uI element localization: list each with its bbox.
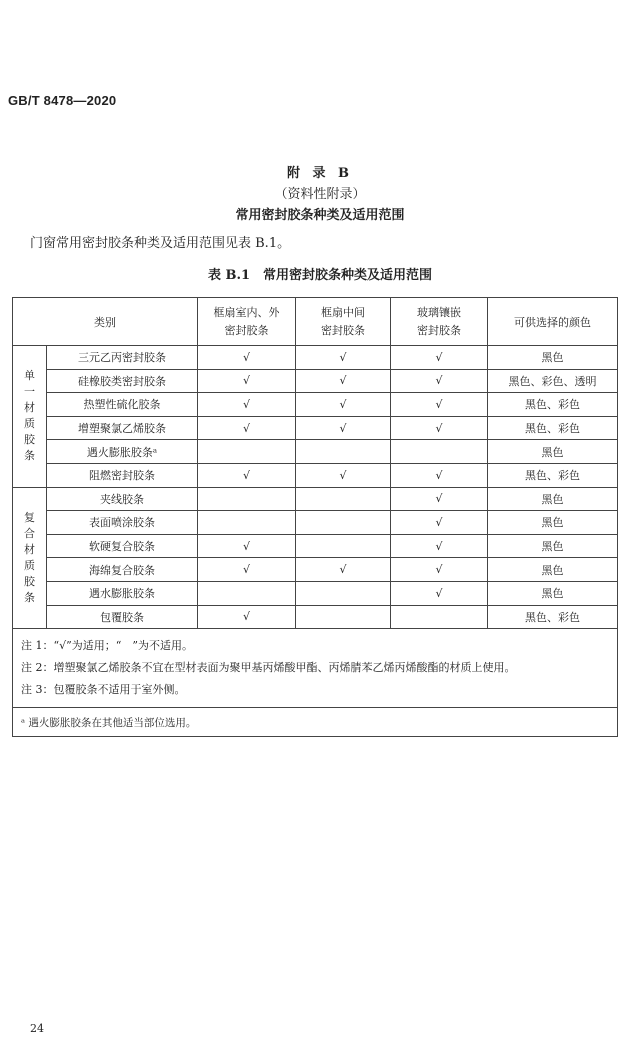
appendix-title: 附 录 B [286,166,354,181]
cell-check: √ [296,369,391,393]
cell-check: √ [296,416,391,440]
cell-check [198,487,296,511]
cell-check: √ [198,369,296,393]
cell-check: √ [296,463,391,487]
group-label-char: 材 [24,542,35,556]
cell-name: 海绵复合胶条 [47,558,198,582]
header-middle-seal [296,298,391,346]
table-notes [13,629,618,708]
cell-check: √ [391,581,488,605]
cell-color: 黑色、彩色 [488,393,618,417]
cell-check [391,440,488,464]
appendix-heading: 常用密封胶条种类及适用范围 [235,208,405,223]
table-notes-row [13,629,618,708]
cell-check: √ [391,534,488,558]
table-row [13,393,618,417]
group-label-char: 合 [24,526,35,540]
table-row [13,346,618,370]
group-label-char: 材 [24,401,35,415]
cell-check [198,581,296,605]
cell-color: 黑色 [488,487,618,511]
table-footnote: ᵃ 遇火膨胀胶条在其他适当部位选用。 [13,708,618,737]
cell-check: √ [391,487,488,511]
cell-color: 黑色 [488,534,618,558]
cell-color: 黑色、彩色 [488,463,618,487]
cell-check [296,605,391,629]
cell-name: 阻燃密封胶条 [47,463,198,487]
cell-color: 黑色、彩色 [488,416,618,440]
cell-check: √ [198,558,296,582]
cell-color: 黑色 [488,511,618,535]
group-label-char: 胶 [24,433,35,447]
cell-color: 黑色 [488,558,618,582]
header-middle-seal-line1: 框扇中间 [321,305,365,319]
note-3: 注 3：包覆胶条不适用于室外侧。 [21,683,186,697]
header-frame-sash-seal [198,298,296,346]
header-middle-seal-line2: 密封胶条 [321,323,365,337]
cell-check [296,581,391,605]
note-1: 注 1：“√”为适用；“ ”为不适用。 [21,639,193,653]
header-colors: 可供选择的颜色 [488,298,618,346]
cell-name: 遇水膨胀胶条 [47,581,198,605]
cell-color: 黑色 [488,346,618,370]
cell-check: √ [198,534,296,558]
cell-name: 硅橡胶类密封胶条 [47,369,198,393]
intro-paragraph: 门窗常用密封胶条种类及适用范围见表 B.1。 [30,236,291,251]
group-label-char: 条 [24,590,35,604]
group-label-char: 单 [24,369,35,383]
group-label-char: 质 [24,417,35,431]
cell-name: 夹线胶条 [47,487,198,511]
header-category: 类别 [13,298,198,346]
table-row [13,581,618,605]
cell-name: 软硬复合胶条 [47,534,198,558]
table-row [13,416,618,440]
cell-check: √ [391,369,488,393]
cell-check: √ [198,605,296,629]
table-row [13,463,618,487]
cell-name: 增塑聚氯乙烯胶条 [47,416,198,440]
cell-check: √ [296,346,391,370]
table-row [13,605,618,629]
table-header-row [13,298,618,346]
table-row [13,369,618,393]
cell-check: √ [391,346,488,370]
cell-name: 三元乙丙密封胶条 [47,346,198,370]
table-row [13,534,618,558]
cell-check: √ [198,416,296,440]
table-footnote-row [13,708,618,737]
table-row [13,511,618,535]
cell-color: 黑色 [488,440,618,464]
cell-check: √ [198,463,296,487]
group-label-char: 条 [24,449,35,463]
cell-check: √ [198,393,296,417]
group-label-char: 一 [24,385,35,399]
group-label-composite-material [13,487,47,629]
cell-name: 遇火膨胀胶条ᵃ [47,440,198,464]
cell-check: √ [391,558,488,582]
standard-number: GB/T 8478—2020 [8,93,117,108]
cell-check [296,534,391,558]
group-label-single-material [13,346,47,488]
cell-check: √ [391,393,488,417]
cell-color: 黑色、彩色 [488,605,618,629]
cell-color: 黑色 [488,581,618,605]
cell-name: 热塑性硫化胶条 [47,393,198,417]
cell-name: 包覆胶条 [47,605,198,629]
cell-check [296,440,391,464]
header-glazing-seal-line2: 密封胶条 [417,323,461,337]
seal-strip-table [12,297,618,737]
cell-check: √ [391,511,488,535]
cell-color: 黑色、彩色、透明 [488,369,618,393]
cell-name: 表面喷涂胶条 [47,511,198,535]
group-label-char: 质 [24,558,35,572]
cell-check: √ [198,346,296,370]
note-2: 注 2：增塑聚氯乙烯胶条不宜在型材表面为聚甲基丙烯酸甲酯、丙烯腈苯乙烯丙烯酸酯的材质上使用。 [21,661,516,675]
cell-check [296,511,391,535]
table-row [13,440,618,464]
header-frame-sash-seal-line1: 框扇室内、外 [213,305,280,319]
cell-check: √ [391,463,488,487]
table-title: 表 B.1 常用密封胶条种类及适用范围 [207,268,433,283]
cell-check [391,605,488,629]
cell-check [198,440,296,464]
table-row [13,487,618,511]
header-glazing-seal [391,298,488,346]
appendix-subtitle: （资料性附录） [274,187,366,202]
cell-check: √ [296,558,391,582]
group-label-char: 复 [24,511,35,525]
table-row [13,558,618,582]
header-glazing-seal-line1: 玻璃镶嵌 [417,305,461,319]
cell-check: √ [391,416,488,440]
cell-check [296,487,391,511]
header-frame-sash-seal-line2: 密封胶条 [224,323,269,337]
page-number: 24 [30,1022,44,1035]
group-label-char: 胶 [24,574,35,588]
cell-check: √ [296,393,391,417]
cell-check [198,511,296,535]
